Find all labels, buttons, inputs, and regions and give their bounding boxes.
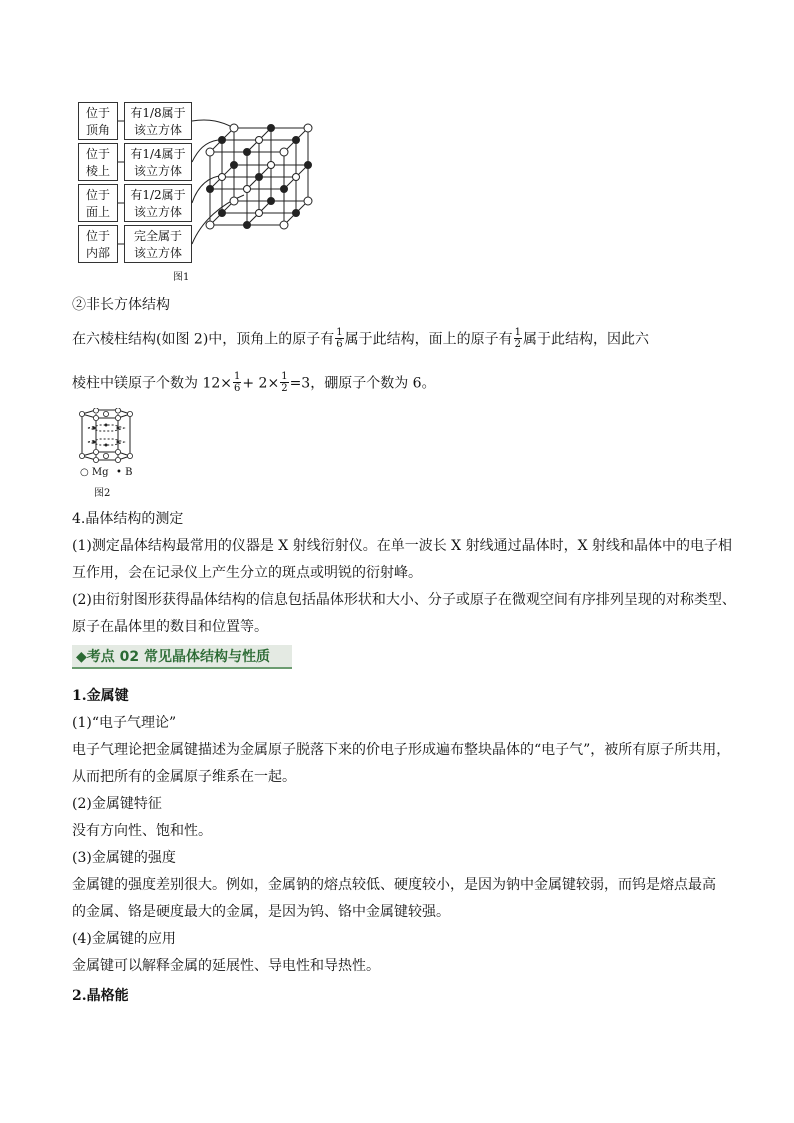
label-line: 顶角 (85, 123, 110, 137)
share-line: 该立方体 (133, 123, 182, 137)
share-line: 该立方体 (133, 164, 182, 178)
metal-bond-s4-line1: 金属键可以解释金属的延展性、导电性和导热性。 (72, 958, 380, 974)
section-4-p2-line2: 原子在晶体里的数目和位置等。 (72, 619, 268, 635)
share-line: 有1/4属于 (130, 147, 186, 161)
denominator: 6 (234, 383, 241, 394)
metal-bond-s2-title: (2)金属键特征 (72, 796, 162, 812)
label-line: 内部 (85, 246, 110, 260)
metal-bond-s1-line1: 电子气理论把金属键描述为金属原子脱落下来的价电子形成遍布整块晶体的“电子气”，被所有原子所共用， (72, 742, 731, 758)
numerator: 1 (234, 371, 241, 382)
metal-bond-s4-title: (4)金属键的应用 (72, 931, 176, 947)
topic-heading-02: ◆考点 02 常见晶体结构与性质 (72, 645, 292, 669)
metal-bond-s3-line1: 金属键的强度差别很大。例如，金属钠的熔点较低、硬度较小，是因为钠中金属键较弱，而钨是熔点最高 (72, 877, 716, 893)
numerator: 1 (514, 327, 522, 338)
numerator: 1 (281, 371, 288, 382)
fraction-one-half (514, 327, 522, 350)
label-line: 位于 (85, 229, 110, 243)
share-line: 有1/2属于 (130, 188, 186, 202)
fraction-one-sixth (335, 327, 343, 350)
label-line: 面上 (85, 205, 110, 219)
metal-bond-s1-title: (1)“电子气理论” (72, 715, 177, 731)
share-line: 完全属于 (133, 229, 182, 243)
label-line: 棱上 (85, 164, 110, 178)
legend-mg: ○ Mg (80, 467, 109, 478)
legend-b: • B (116, 467, 133, 478)
text-fragment: 属于此结构，面上的原子有 (344, 331, 513, 348)
lattice-energy-title: 2.晶格能 (72, 988, 129, 1004)
hexagonal-prism-diagram (74, 408, 138, 466)
text-fragment: 在六棱柱结构(如图 2)中，顶角上的原子有 (72, 331, 335, 348)
label-line: 位于 (85, 106, 110, 120)
denominator: 2 (281, 383, 288, 394)
figure-2-caption: 图2 (94, 488, 111, 499)
denominator: 6 (336, 339, 343, 350)
section-4-p2-line1: (2)由衍射图形获得晶体结构的信息包括晶体形状和大小、分子或原子在微观空间有序排列呈现的对称类型、 (72, 592, 736, 608)
metal-bond-title: 1.金属键 (72, 688, 129, 704)
section-4-title: 4.晶体结构的测定 (72, 511, 184, 527)
label-line: 位于 (85, 147, 110, 161)
metal-bond-s2-line1: 没有方向性、饱和性。 (72, 823, 212, 839)
share-line: 有1/8属于 (130, 106, 186, 120)
fraction-one-sixth (233, 371, 241, 394)
metal-bond-s1-line2: 从而把所有的金属原子维系在一起。 (72, 769, 296, 785)
paragraph-hexagonal-1 (72, 328, 649, 351)
text-fragment: + 2× (242, 375, 280, 392)
figure-1-caption: 图1 (173, 272, 190, 283)
denominator: 2 (514, 339, 522, 350)
paragraph-hexagonal-2 (72, 372, 436, 395)
metal-bond-s3-title: (3)金属键的强度 (72, 850, 176, 866)
share-line: 该立方体 (133, 205, 182, 219)
section-title-noncube: ②非长方体结构 (72, 297, 170, 313)
text-fragment: 棱柱中镁原子个数为 12× (72, 375, 232, 392)
numerator: 1 (336, 327, 343, 338)
section-4-p1-line2: 互作用，会在记录仪上产生分立的斑点或明锐的衍射峰。 (72, 565, 422, 581)
section-4-p1-line1: (1)测定晶体结构最常用的仪器是 X 射线衍射仪。在单一波长 X 射线通过晶体时，X 射线和晶体中的电子相 (72, 538, 732, 554)
text-fragment: 属于此结构，因此六 (523, 331, 650, 348)
fraction-one-half (280, 371, 288, 394)
share-line: 该立方体 (133, 246, 182, 260)
label-line: 位于 (85, 188, 110, 202)
cubic-lattice-diagram (200, 115, 325, 240)
text-fragment: =3，硼原子个数为 6。 (289, 375, 436, 392)
metal-bond-s3-line2: 的金属、铬是硬度最大的金属，是因为钨、铬中金属键较强。 (72, 904, 450, 920)
